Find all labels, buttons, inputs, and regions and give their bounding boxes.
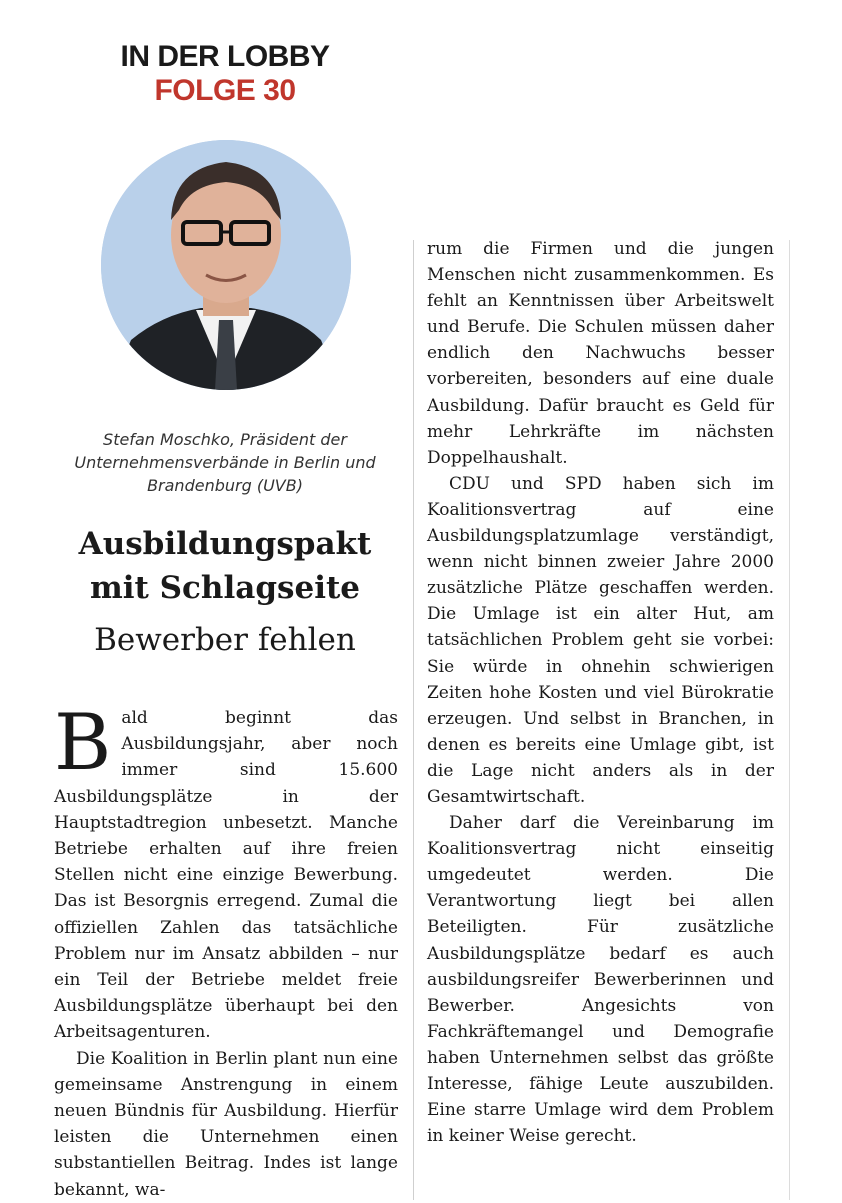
article-body-right-column <box>427 236 774 1149</box>
drop-cap: B <box>54 698 112 788</box>
series-number: FOLGE 30 <box>154 74 296 107</box>
article-headline: Ausbildungspakt mit Schlagseite <box>78 526 372 606</box>
column-divider <box>413 240 414 1200</box>
article-paragraph: CDU und SPD haben sich im Koalitionsvertrag auf eine Ausbildungsplatzumlage verständigt, wenn nicht binnen zweier Jahre 2000 zusätzliche Plätze geschaffen werden. Die Umlage ist ein alter Hut, am tatsächlichen Problem geht sie vorbei: Sie würde in ohnehin schwierigen Zeiten hohe Kosten und viel Bürokratie erzeugen. Und selbst in Branchen, in denen es bereits eine Umlage gibt, ist die Lage nicht anders als in der Gesamtwirtschaft. <box>427 473 774 807</box>
article-body-left-column <box>54 698 398 1203</box>
article-paragraph: Die Koalition in Berlin plant nun eine gemeinsame Anstrengung in einem neuen Bündnis für Ausbildung. Hierfür leisten die Unternehmen einen substantiellen Beitrag. Indes ist lange bekannt, wa- <box>54 1048 398 1200</box>
portrait-illustration <box>101 140 351 390</box>
author-portrait <box>101 140 351 390</box>
right-edge-rule <box>789 240 790 1200</box>
photo-caption: Stefan Moschko, Präsident der Unternehmensverbände in Berlin und Brandenburg (UVB) <box>74 430 376 495</box>
article-subhead: Bewerber fehlen <box>94 622 356 658</box>
article-paragraph <box>54 698 398 1046</box>
paragraph-text: ald beginnt das Ausbildungsjahr, aber noch immer sind 15.600 Ausbildungsplätze in der Hauptstadtregion unbesetzt. Manche Betriebe erhalten auf ihre freien Stellen nicht eine einzige Bewerbung. Das ist Besorgnis erregend. Zumal die offiziellen Zahlen das tatsächliche Problem nur im Ansatz abbilden – nur ein Teil der Betriebe meldet freie Ausbildungsplätze überhaupt bei den Arbeitsagenturen. <box>54 708 398 1043</box>
column-label: IN DER LOBBY <box>120 40 330 73</box>
article-paragraph: Daher darf die Vereinbarung im Koalitionsvertrag nicht einseitig umgedeutet werden. Die Verantwortung liegt bei allen Beteiligten. Für zusätzliche Ausbildungsplätze bedarf es auch ausbildungsreifer Bewerberinnen und Bewerber. Angesichts von Fachkräftemangel und Demografie haben Unternehmen selbst das größte Interesse, fähige Leute auszubilden. Eine starre Umlage wird dem Problem in keiner Weise gerecht. <box>427 813 774 1147</box>
column-kicker <box>50 40 400 108</box>
article-paragraph: rum die Firmen und die jungen Menschen nicht zusammenkommen. Es fehlt an Kenntnissen über Arbeitswelt und Berufe. Die Schulen müssen daher endlich den Nachwuchs besser vorbereiten, besonders auf eine duale Ausbildung. Dafür braucht es Geld für mehr Lehrkräfte im nächsten Doppelhaushalt. <box>427 239 774 468</box>
